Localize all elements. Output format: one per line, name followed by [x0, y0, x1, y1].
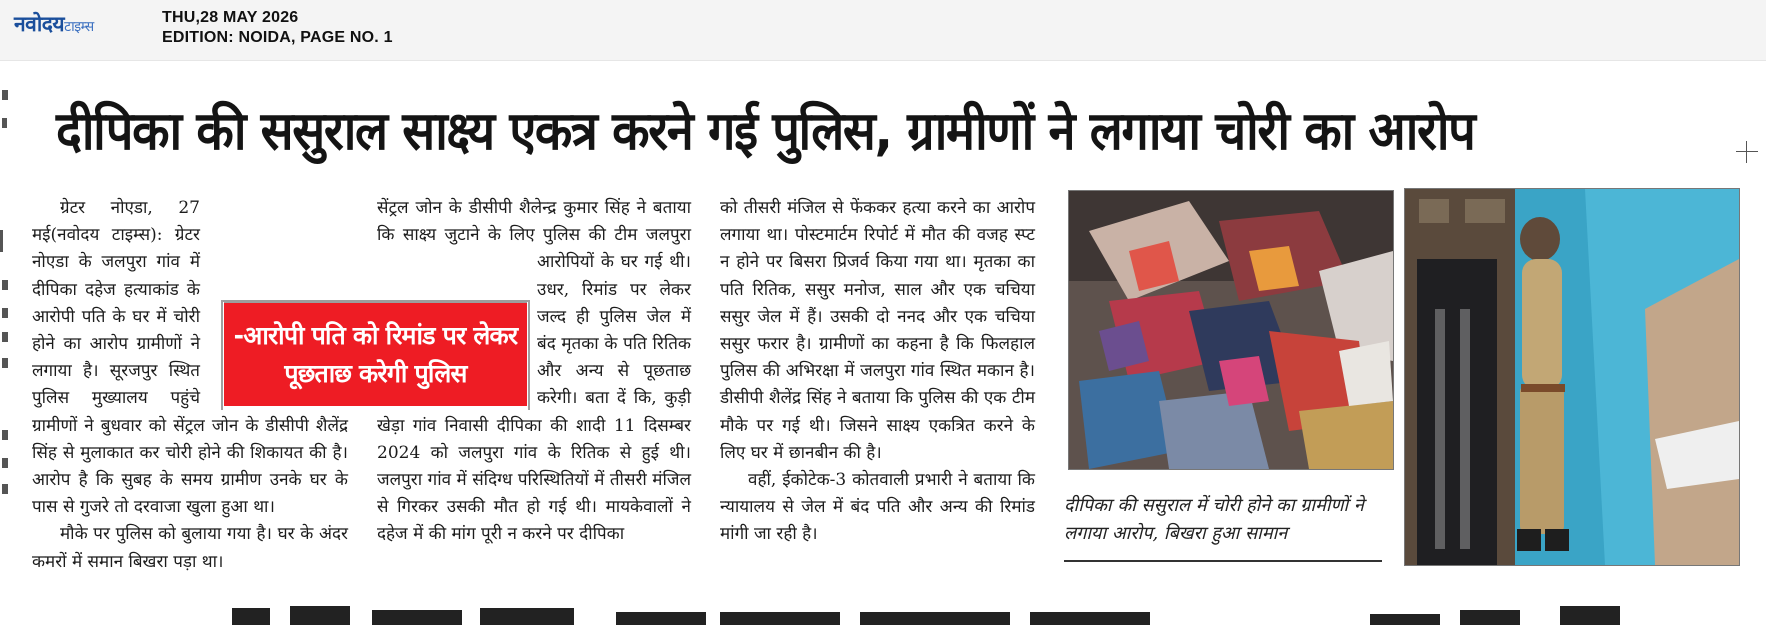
- article-headline: दीपिका की ससुराल साक्ष्य एकत्र करने गई पुलिस, ग्रामीणों ने लगाया चोरी का आरोप: [56, 101, 1475, 162]
- column-2-paragraph-1: सेंट्रल जोन के डीसीपी शैलेन्द्र कुमार सिंह ने बताया कि साक्ष्य जुटाने के लिए पुलिस की टीम जलपुरा आरोपियों के घर गई थी। उधर, रिमांड पर लेकर जल्द ही पुलिस जेल में बंद मृतका के पति रितिक और अन्य से पूछताछ करेगी। बता दें कि, कुड़ी खेड़ा गांव निवासी दीपिका की शादी 11 दिसम्बर 2024 को जलपुरा गांव के रितिक से हुई थी। जलपुरा गांव में संदिग्ध परिस्थितियों में तीसरी मंजिल से गिरकर उसकी मौत हो गई थी। मायकेवालों ने दहेज में की मांग पूरी न करने पर दीपिका: [377, 198, 691, 545]
- police-officer-photo[interactable]: [1404, 188, 1740, 566]
- column-3-paragraph-1: को तीसरी मंजिल से फेंककर हत्या करने का आरोप लगाया था। पोस्टमार्टम रिपोर्ट में मौत की वजह स्प्ट न होने पर बिसरा प्रिजर्व किया गया था। मृतका का पति रितिक, ससुर मनोज, साल और एक चचिया ससुर जेल में हैं। उसकी दो ननद और एक चचिया ससुर फरार है। ग्रामीणों का कहना है कि फिलहाल पुलिस की अभिरक्षा में जलपुरा गांव स्थित मकान है। डीसीपी शैलेंद्र सिंह ने बताया कि पुलिस की एक टीम मौके पर गई थी। जिसने साक्ष्य एकत्रित करने के लिए घर में छानबीन की है।: [720, 198, 1035, 463]
- scattered-items-image: [1069, 191, 1393, 469]
- page-header-bar: [0, 0, 1766, 61]
- cut-next-headline: [0, 604, 1766, 625]
- issue-date: THU,28 MAY 2026: [162, 9, 299, 26]
- column-3-paragraph-2: वहीं, ईकोटेक-3 कोतवाली प्रभारी ने बताया कि न्यायालय से जेल में बंद पति और अन्य की रिमांड मांगी जा रही है।: [720, 470, 1035, 545]
- article-column-3: [720, 195, 1035, 595]
- photo-caption: दीपिका की ससुराल में चोरी होने का ग्रामीणों ने लगाया आरोप, बिखरा हुआ सामान: [1064, 495, 1364, 544]
- newspaper-logo[interactable]: [14, 10, 94, 38]
- caption-rule: [1064, 560, 1382, 562]
- cut-text-marks: [0, 80, 12, 560]
- next-headline-fragment: [0, 604, 1766, 625]
- column-1-paragraph-2: मौके पर पुलिस को बुलाया गया है। घर के अंदर कमरों में समान बिखरा पड़ा था।: [32, 524, 348, 572]
- registration-mark: [1736, 141, 1758, 163]
- police-officer-image: [1405, 189, 1739, 565]
- logo-main-text: नवोदय: [14, 12, 65, 36]
- previous-column-fragment: [0, 80, 12, 560]
- pullquote: -आरोपी पति को रिमांड पर लेकर पूछताछ करेगी पुलिस: [224, 300, 527, 406]
- edition-info: EDITION: NOIDA, PAGE NO. 1: [162, 29, 393, 46]
- column-1-paragraph-1: ग्रेटर नोएडा, 27 मई(नवोदय टाइम्स): ग्रेटर नोएडा के जलपुरा गांव में दीपिका दहेज हत्याकांड के आरोपी पति के घर में चोरी होने का आरोप ग्रामीणों ने लगाया है। सूरजपुर स्थित पुलिस मुख्यालय पहुंचे ग्रामीणों ने बुधवार को सेंट्रल जोन के डीसीपी शैलेंद्र सिंह से मुलाकात कर चोरी होने की शिकायत की है। आरोप है कि सुबह के समय ग्रामीण उनके घर के पास से गुजरे तो दरवाजा खुला हुआ था।: [32, 198, 348, 518]
- scattered-items-photo[interactable]: [1068, 190, 1394, 470]
- logo-sub-text: टाइम्स: [64, 19, 94, 35]
